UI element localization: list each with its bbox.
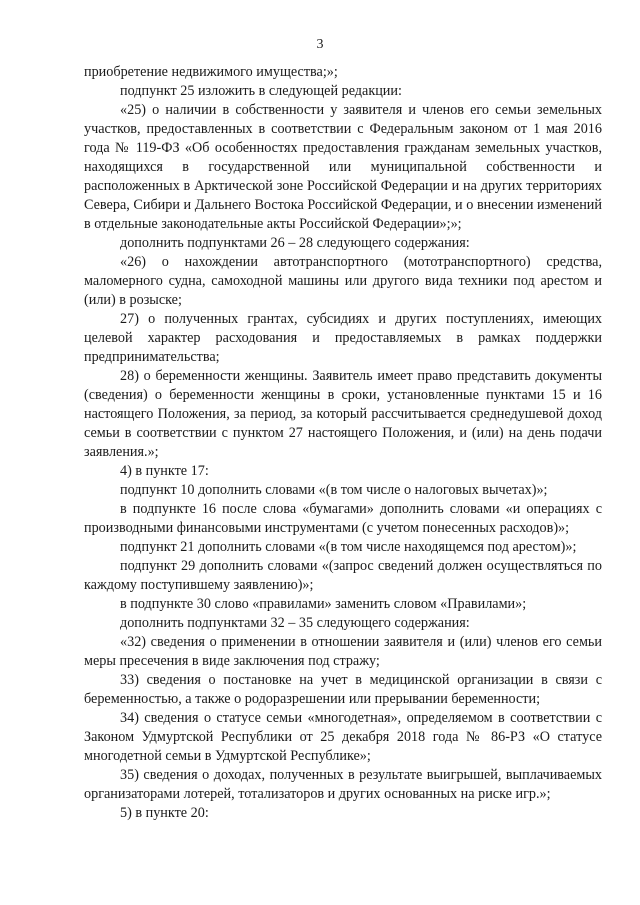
- paragraph-2: «25) о наличии в собственности у заявителя и членов его семьи земельных участков, предоставленных в соответствии с Федеральным законом от 1 мая 2016 года № 119-ФЗ «Об особенностях предоставления гражданам земельных участков, находящихся в государственной или муниципальной собственности и расположенных в Арктической зоне Российской Федерации и на других территориях Севера, Сибири и Дальнего Востока Российской Федерации, и о внесении изменений в отдельные законодательные акты Российской Федерации»;»;: [84, 102, 602, 232]
- paragraph-16: 34) сведения о статусе семьи «многодетная», определяемом в соответствии с Законом Удмуртской Республики от 25 декабря 2018 года № 86-РЗ «О статусе многодетной семьи в Удмуртской Республике»;: [84, 710, 602, 764]
- paragraph-4: «26) о нахождении автотранспортного (мототранспортного) средства, маломерного судна, самоходной машины или другого вида техники под арестом и (или) в розыске;: [84, 254, 602, 308]
- paragraph-0: приобретение недвижимого имущества;»;: [84, 64, 338, 80]
- paragraph-3: дополнить подпунктами 26 – 28 следующего содержания:: [120, 235, 470, 251]
- paragraph-13: дополнить подпунктами 32 – 35 следующего содержания:: [120, 615, 470, 631]
- paragraph-14: «32) сведения о применении в отношении заявителя и (или) членов его семьи меры пресечения в виде заключения под стражу;: [84, 634, 602, 669]
- paragraph-11: подпункт 29 дополнить словами «(запрос сведений должен осуществляться по каждому поступившему заявлению)»;: [84, 558, 602, 593]
- paragraph-18: 5) в пункте 20:: [120, 805, 209, 821]
- paragraph-5: 27) о полученных грантах, субсидиях и других поступлениях, имеющих целевой характер расходования и предоставляемых в рамках поддержки предпринимательства;: [84, 311, 602, 365]
- paragraph-15: 33) сведения о постановке на учет в медицинской организации в связи с беременностью, а также о родоразрешении или прерывании беременности;: [84, 672, 602, 707]
- page-number: 3: [316, 37, 324, 52]
- paragraph-1: подпункт 25 изложить в следующей редакции:: [120, 83, 402, 99]
- paragraph-7: 4) в пункте 17:: [120, 463, 209, 479]
- paragraph-8: подпункт 10 дополнить словами «(в том числе о налоговых вычетах)»;: [120, 482, 548, 498]
- paragraph-12: в подпункте 30 слово «правилами» заменить словом «Правилами»;: [120, 596, 527, 612]
- paragraph-10: подпункт 21 дополнить словами «(в том числе находящемся под арестом)»;: [120, 539, 577, 555]
- paragraph-6: 28) о беременности женщины. Заявитель имеет право представить документы (сведения) о беременности женщины в сроки, установленные пунктами 15 и 16 настоящего Положения, за период, за который рассчитывается среднедушевой доход семьи в соответствии с пунктом 27 настоящего Положения, и (или) на день подачи заявления.»;: [84, 368, 602, 460]
- document-body: [84, 63, 602, 823]
- paragraph-17: 35) сведения о доходах, полученных в результате выигрышей, выплачиваемых организаторами лотерей, тотализаторов и других основанных на риске игр.»;: [84, 767, 602, 802]
- paragraph-9: в подпункте 16 после слова «бумагами» дополнить словами «и операциях с производными финансовыми инструментами (с учетом понесенных расходов)»;: [84, 501, 602, 536]
